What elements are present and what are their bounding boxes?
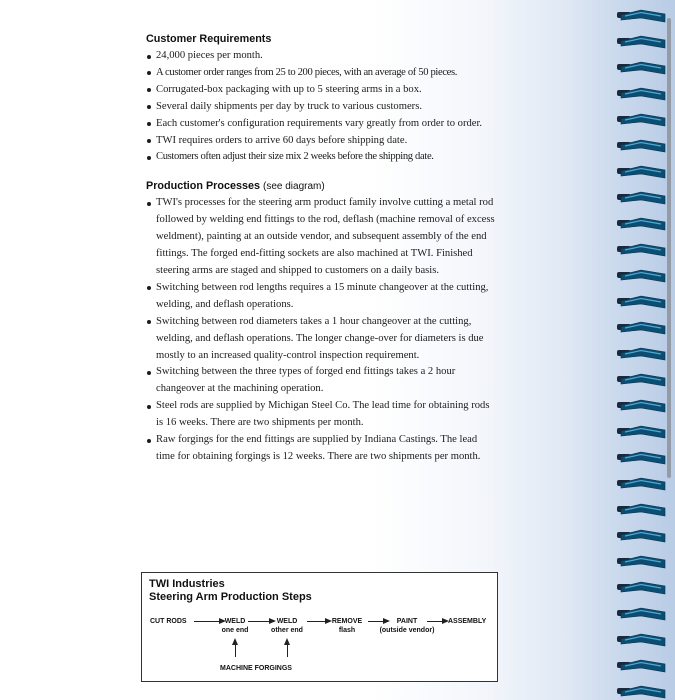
- list-item: TWI's processes for the steering arm product family involve cutting a metal rod followed by welding end fittings to the rod, deflash (machine removal of excess weldment), painting at an outside vendor, and subsequent assembly of the end fittings. The forged end-fitting sockets are also machined at TWI. Finished steering arms are staged and shipped to customers on a daily basis.: [146, 195, 496, 280]
- spiral-binding: [613, 0, 675, 700]
- list-item: Switching between rod lengths requires a 15 minute changeover at the cutting, welding, and deflash operations.: [146, 280, 496, 314]
- step-sublabel: (outside vendor): [379, 627, 435, 634]
- step-label: REMOVE: [331, 618, 363, 625]
- diagram-title-company: TWI Industries: [149, 578, 225, 590]
- binding-ring: [617, 140, 665, 152]
- forgings-arrow: [235, 641, 236, 657]
- binding-ring: [617, 426, 665, 438]
- list-item: Customers often adjust their size mix 2 weeks before the shipping date.: [146, 149, 496, 166]
- list-item: Several daily shipments per day by truck to various customers.: [146, 99, 496, 116]
- list-item: A customer order ranges from 25 to 200 pieces, with an average of 50 pieces.: [146, 65, 496, 82]
- scrollbar[interactable]: [667, 18, 671, 478]
- binding-ring: [617, 10, 665, 22]
- binding-ring: [617, 244, 665, 256]
- binding-ring: [617, 296, 665, 308]
- binding-ring: [617, 348, 665, 360]
- step-weld-one-end: [216, 617, 254, 635]
- list-item: Switching between rod diameters takes a 1 hour changeover at the cutting, welding, and deflash operations. The longer change-over for diameters is due mostly to an increased quality-control inspection requirement.: [146, 314, 496, 365]
- binding-ring: [617, 218, 665, 230]
- binding-ring: [617, 374, 665, 386]
- production-steps-diagram: [141, 572, 498, 682]
- binding-ring: [617, 556, 665, 568]
- production-processes-list: [146, 195, 496, 466]
- step-sublabel: other end: [271, 627, 303, 634]
- binding-ring: [617, 582, 665, 594]
- binding-ring: [617, 478, 665, 490]
- binding-ring: [617, 608, 665, 620]
- list-item: Raw forgings for the end fittings are supplied by Indiana Castings. The lead time for obtaining forgings is 12 weeks. There are two shipments per month.: [146, 432, 496, 466]
- binding-ring: [617, 166, 665, 178]
- binding-ring: [617, 400, 665, 412]
- forgings-arrow: [287, 641, 288, 657]
- customer-requirements-list: [146, 48, 496, 166]
- production-processes-heading: [146, 180, 496, 192]
- list-item: Corrugated-box packaging with up to 5 steering arms in a box.: [146, 82, 496, 99]
- binding-ring: [617, 504, 665, 516]
- step-remove-flash: [326, 617, 368, 635]
- step-label: WELD: [224, 618, 246, 625]
- step-label: WELD: [276, 618, 298, 625]
- diagram-title: [149, 578, 312, 603]
- step-sublabel: flash: [338, 627, 356, 634]
- diagram-title-subtitle: Steering Arm Production Steps: [149, 590, 312, 603]
- binding-ring: [617, 530, 665, 542]
- binding-ring: [617, 686, 665, 698]
- binding-ring: [617, 634, 665, 646]
- step-assembly: [448, 617, 486, 626]
- binding-ring: [617, 660, 665, 672]
- list-item: Switching between the three types of forged end fittings takes a 2 hour changeover at the machining operation.: [146, 364, 496, 398]
- step-label: PAINT: [396, 618, 418, 625]
- step-sublabel: one end: [221, 627, 249, 634]
- text-content: [146, 33, 496, 466]
- binding-ring: [617, 452, 665, 464]
- list-item: Each customer's configuration requirements vary greatly from order to order.: [146, 116, 496, 133]
- customer-requirements-heading: Customer Requirements: [146, 33, 272, 45]
- binding-ring: [617, 88, 665, 100]
- step-paint: [376, 617, 438, 635]
- list-item: 24,000 pieces per month.: [146, 48, 496, 65]
- binding-ring: [617, 270, 665, 282]
- step-cut-rods: [150, 617, 187, 626]
- step-label: ASSEMBLY: [448, 618, 487, 625]
- binding-ring: [617, 322, 665, 334]
- list-item: Steel rods are supplied by Michigan Steel Co. The lead time for obtaining rods is 16 weeks. There are two shipments per month.: [146, 398, 496, 432]
- step-machine-forgings: [220, 664, 292, 673]
- see-diagram-note: (see diagram): [263, 181, 325, 193]
- binding-ring: [617, 36, 665, 48]
- binding-ring: [617, 62, 665, 74]
- binding-ring: [617, 114, 665, 126]
- list-item: TWI requires orders to arrive 60 days before shipping date.: [146, 133, 496, 150]
- flow-arrow: [427, 621, 447, 622]
- step-label: MACHINE FORGINGS: [220, 665, 292, 672]
- production-processes-title: Production Processes: [146, 180, 261, 193]
- binding-ring: [617, 192, 665, 204]
- step-weld-other-end: [268, 617, 306, 635]
- step-label: CUT RODS: [150, 618, 187, 625]
